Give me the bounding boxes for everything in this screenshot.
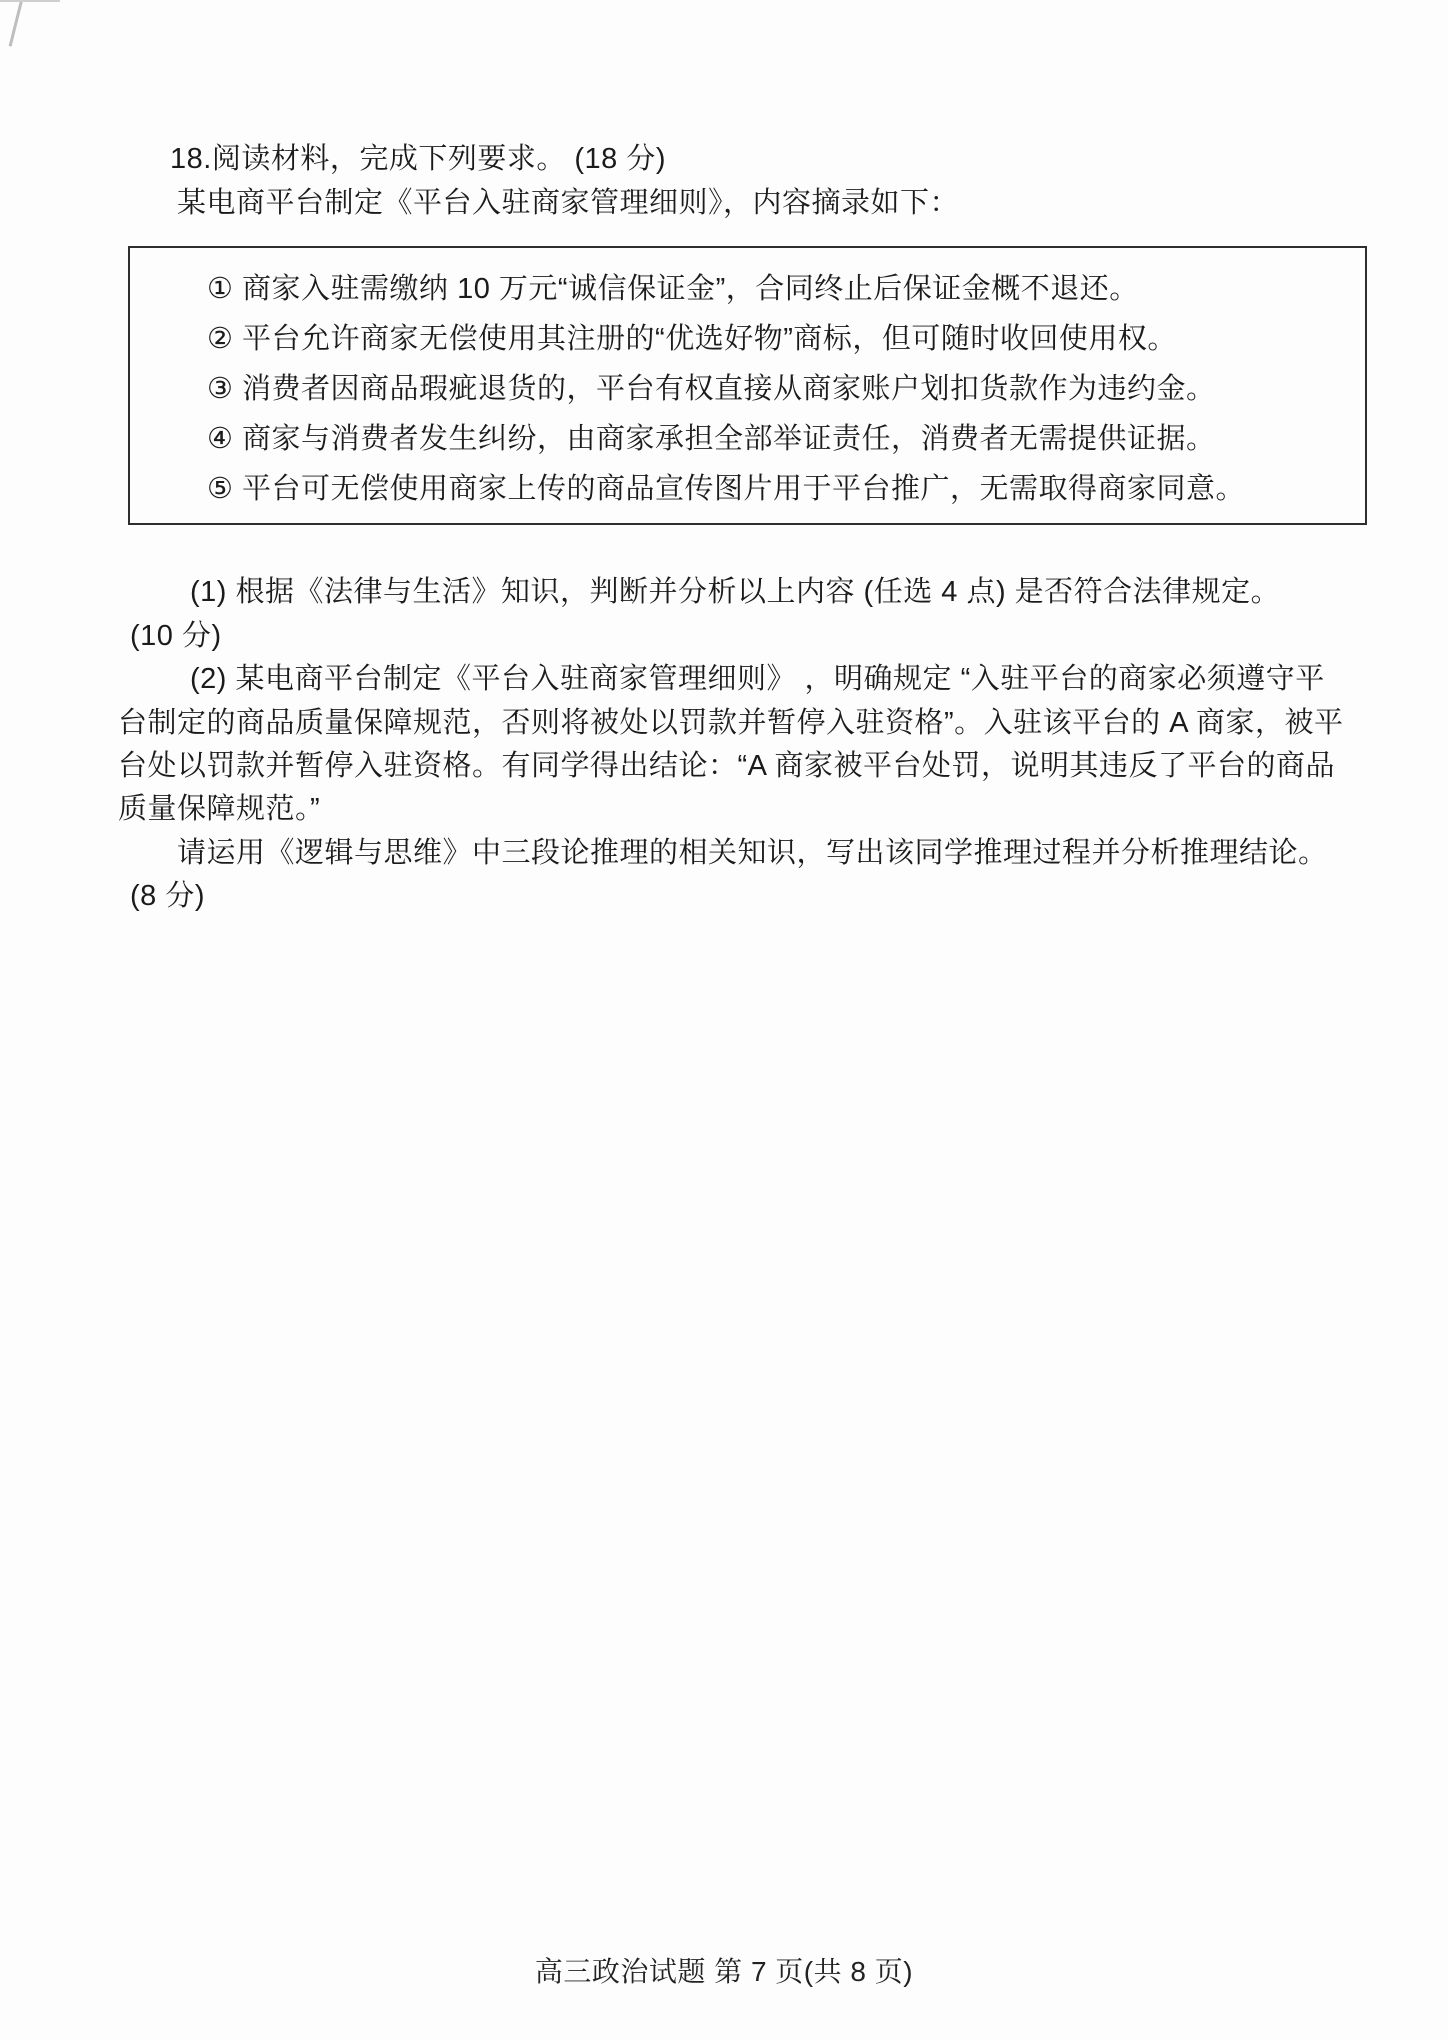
- excerpt-item-4: ④ 商家与消费者发生纠纷，由商家承担全部举证责任，消费者无需提供证据。: [207, 423, 1216, 455]
- excerpt-item-1: ① 商家入驻需缴纳 10 万元“诚信保证金”，合同终止后保证金概不退还。: [207, 273, 1139, 305]
- excerpt-item-2: ② 平台允许商家无偿使用其注册的“优选好物”商标，但可随时收回使用权。: [207, 323, 1177, 355]
- question-18-intro: 某电商平台制定《平台入驻商家管理细则》，内容摘录如下：: [177, 187, 960, 219]
- sub-question-2-line-2: 台制定的商品质量保障规范，否则将被处以罚款并暂停入驻资格”。入驻该平台的 A 商家，被平: [118, 707, 1344, 739]
- sub-question-2-line-4: 质量保障规范。”: [118, 793, 321, 825]
- question-18-header: 18.阅读材料，完成下列要求。 (18 分): [170, 143, 667, 175]
- excerpt-item-5: ⑤ 平台可无偿使用商家上传的商品宣传图片用于平台推广，无需取得商家同意。: [207, 473, 1246, 505]
- sub-question-1-line-1: (1) 根据《法律与生活》知识，判断并分析以上内容 (任选 4 点) 是否符合法律规定。: [190, 576, 1281, 608]
- sub-question-1-line-2: (10 分): [130, 620, 222, 652]
- scan-edge-artifact: [0, 0, 60, 2]
- excerpt-box: [128, 246, 1367, 525]
- sub-question-2-line-1: (2) 某电商平台制定《平台入驻商家管理细则》 ，明确规定 “入驻平台的商家必须遵守平: [190, 663, 1325, 695]
- sub-question-2-line-6: (8 分): [130, 880, 206, 912]
- scan-corner-artifact: [0, 0, 26, 47]
- sub-question-2-line-5: 请运用《逻辑与思维》中三段论推理的相关知识，写出该同学推理过程并分析推理结论。: [177, 837, 1328, 869]
- sub-question-2-line-3: 台处以罚款并暂停入驻资格。有同学得出结论：“A 商家被平台处罚，说明其违反了平台的商品: [118, 750, 1335, 782]
- page-footer: 高三政治试题 第 7 页(共 8 页): [534, 1956, 914, 1987]
- excerpt-item-3: ③ 消费者因商品瑕疵退货的，平台有权直接从商家账户划扣货款作为违约金。: [207, 373, 1216, 405]
